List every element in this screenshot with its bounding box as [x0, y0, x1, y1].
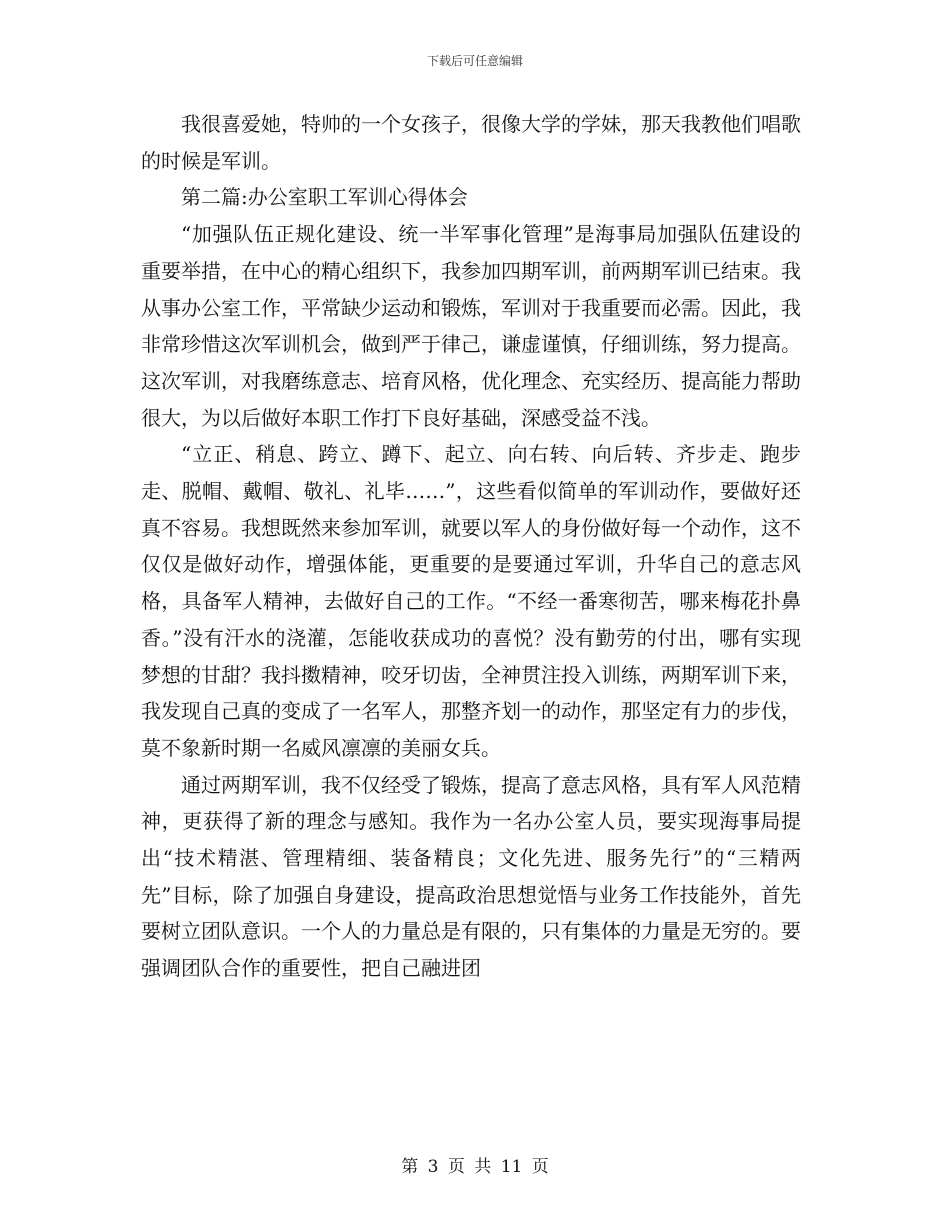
page-header-note: 下载后可任意编辑	[426, 54, 523, 68]
paragraph: 我很喜爱她，特帅的一个女孩子，很像大学的学妹，那天我教他们唱歌的时候是军训。	[141, 112, 801, 173]
paragraph: 通过两期军训，我不仅经受了锻炼，提高了意志风格，具有军人风范精神，更获得了新的理念与感知。我作为一名办公室人员，要实现海事局提出“技术精湛、管理精细、装备精良；文化先进、服务先行”的“三精两先”目标，除了加强自身建设，提高政治思想觉悟与业务工作技能外，首先要树立团队意识。一个人的力量总是有限的，只有集体的力量是无穷的。要强调团队合作的重要性，把自己融进团	[141, 772, 801, 981]
section-heading: 第二篇:办公室职工军训心得体会	[181, 185, 468, 210]
paragraph: “加强队伍正规化建设、统一半军事化管理”是海事局加强队伍建设的重要举措，在中心的精心组织下，我参加四期军训，前两期军训已结束。我从事办公室工作，平常缺少运动和锻炼，军训对于我重要而必需。因此，我非常珍惜这次军训机会，做到严于律己，谦虚谨慎，仔细训练，努力提高。这次军训，对我磨练意志、培育风格，优化理念、充实经历、提高能力帮助很大，为以后做好本职工作打下良好基础，深感受益不浅。	[141, 222, 801, 430]
paragraph: “立正、稍息、跨立、蹲下、起立、向右转、向后转、齐步走、跑步走、脱帽、戴帽、敬礼、礼毕……”，这些看似简单的军训动作，要做好还真不容易。我想既然来参加军训，就要以军人的身份做好每一个动作，这不仅仅是做好动作，增强体能，更重要的是要通过军训，升华自己的意志风格，具备军人精神，去做好自己的工作。“不经一番寒彻苦，哪来梅花扑鼻香。”没有汗水的浇灌，怎能收获成功的喜悦？没有勤劳的付出，哪有实现梦想的甘甜？我抖擞精神，咬牙切齿，全神贯注投入训练，两期军训下来，我发现自己真的变成了一名军人，那整齐划一的动作，那坚定有力的步伐，莫不象新时期一名威风凛凛的美丽女兵。	[141, 442, 801, 760]
document-body	[141, 106, 801, 987]
page-number: 第 3 页 共 11 页	[401, 1157, 549, 1177]
